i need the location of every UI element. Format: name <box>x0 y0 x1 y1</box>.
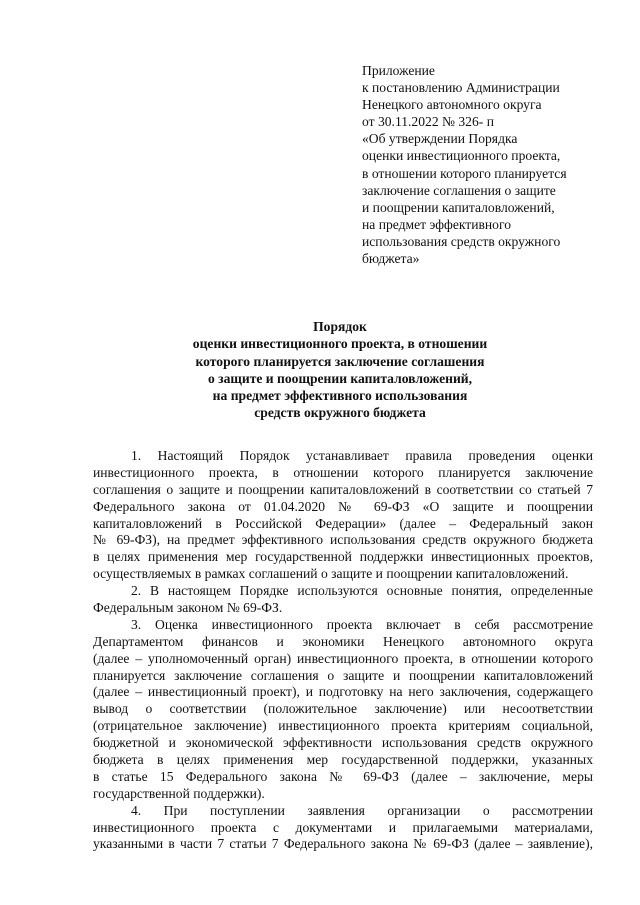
paragraph-line <box>93 448 593 465</box>
line-text: (отрицательное заключение) инвестиционного проекта критериям социальной, <box>93 718 593 734</box>
line-text: инвестиционного проекта, в отношении которого планируется заключение <box>93 464 593 480</box>
appendix-line: заключение соглашения о защите <box>362 182 556 198</box>
paragraph-line <box>93 803 593 820</box>
line-text: вывод о соответствии (положительное заключение) или несоответствии <box>93 701 593 717</box>
paragraph-line <box>93 600 593 617</box>
appendix-line: в отношении которого планируется <box>362 165 567 181</box>
line-text: 1. Настоящий Порядок устанавливает правила проведения оценки <box>131 448 593 463</box>
line-text: в статье 15 Федерального закона № 69-ФЗ (далее – заключение, меры <box>93 768 593 784</box>
paragraph-line <box>93 701 593 718</box>
appendix-header <box>362 62 607 267</box>
line-text: Федерального закона от 01.04.2020 № 69-ФЗ «О защите и поощрении <box>93 498 593 514</box>
paragraph-line <box>93 499 593 516</box>
appendix-line: Ненецкого автономного округа <box>362 97 542 113</box>
title-line: на предмет эффективного использования <box>212 388 468 404</box>
appendix-line: оценки инвестиционного проекта, <box>362 148 561 164</box>
paragraph-line <box>93 684 593 701</box>
line-text: инвестиционного проекта с документами и прилагаемыми материалами, <box>93 819 593 835</box>
title-line: Порядок <box>313 319 367 334</box>
appendix-line: к постановлению Администрации <box>362 80 560 96</box>
paragraph-line <box>93 735 593 752</box>
paragraph-line <box>93 634 593 651</box>
paragraph-1 <box>93 448 593 583</box>
line-text: 2. В настоящем Порядке используются основные понятия, определенные <box>131 583 593 599</box>
paragraph-line <box>93 786 593 803</box>
appendix-line: на предмет эффективного <box>362 216 512 232</box>
appendix-line: бюджета» <box>362 251 420 267</box>
paragraph-line <box>93 532 593 549</box>
paragraph-line <box>93 769 593 786</box>
paragraph-line <box>93 752 593 769</box>
line-text: (далее – инвестиционный проект), и подготовку на него заключения, содержащего <box>93 684 593 700</box>
title-line: которого планируется заключение соглашения <box>195 353 485 369</box>
line-text: бюджетной и экономической эффективности использования средств окружного <box>93 735 593 751</box>
line-text: № 69-ФЗ), на предмет эффективного использования средств окружного бюджета <box>93 532 593 548</box>
appendix-line: использования средств окружного <box>362 233 561 249</box>
line-text: 3. Оценка инвестиционного проекта включает в себя рассмотрение <box>131 616 593 632</box>
paragraph-line <box>93 668 593 685</box>
line-text: Департаментом финансов и экономики Ненецкого автономного округа <box>93 633 593 649</box>
paragraph-line <box>93 482 593 499</box>
line-text: планируется заключение соглашения о защите и поощрении капиталовложений <box>93 667 593 683</box>
paragraph-line <box>93 465 593 482</box>
paragraph-2 <box>93 583 593 617</box>
document-body <box>93 448 593 853</box>
document-title <box>90 318 590 422</box>
line-text: 4. При поступлении заявления организации о рассмотрении <box>131 802 593 818</box>
paragraph-line <box>93 566 593 583</box>
line-text: бюджета в целях применения мер государственной поддержки, указанных <box>93 752 593 768</box>
line-text: соглашения о защите и поощрении капиталовложений в соответствии со статьей 7 <box>93 481 593 497</box>
paragraph-line <box>93 617 593 634</box>
paragraph-line <box>93 651 593 668</box>
appendix-line: «Об утверждении Порядка <box>362 131 518 147</box>
paragraph-line <box>93 516 593 533</box>
appendix-line: и поощрении капиталовложений, <box>362 199 555 215</box>
paragraph-line <box>93 836 593 853</box>
paragraph-line <box>93 549 593 566</box>
paragraph-line <box>93 820 593 837</box>
paragraph-line <box>93 583 593 600</box>
line-text: осуществляемых в рамках соглашений о защите и поощрении капиталовложений. <box>93 566 569 582</box>
title-line: средств окружного бюджета <box>254 405 426 421</box>
line-text: в целях применения мер государственной поддержки инвестиционных проектов, <box>93 549 593 565</box>
line-text: указанными в части 7 статьи 7 Федерального закона № 69-ФЗ (далее – заявление), <box>93 836 593 852</box>
paragraph-4 <box>93 803 593 854</box>
appendix-line: от 30.11.2022 № 326- п <box>362 114 494 130</box>
appendix-line: Приложение <box>362 63 435 78</box>
line-text: капиталовложений в Российской Федерации» (далее – Федеральный закон <box>93 515 593 531</box>
paragraph-line <box>93 718 593 735</box>
paragraph-3 <box>93 617 593 803</box>
line-text: (далее – уполномоченный орган) инвестиционного проекта, в отношении которого <box>93 650 593 666</box>
title-line: о защите и поощрении капиталовложений, <box>207 370 473 386</box>
line-text: государственной поддержки). <box>93 785 265 801</box>
title-line: оценки инвестиционного проекта, в отношении <box>192 336 488 352</box>
line-text: Федеральным законом № 69-ФЗ. <box>93 600 283 616</box>
